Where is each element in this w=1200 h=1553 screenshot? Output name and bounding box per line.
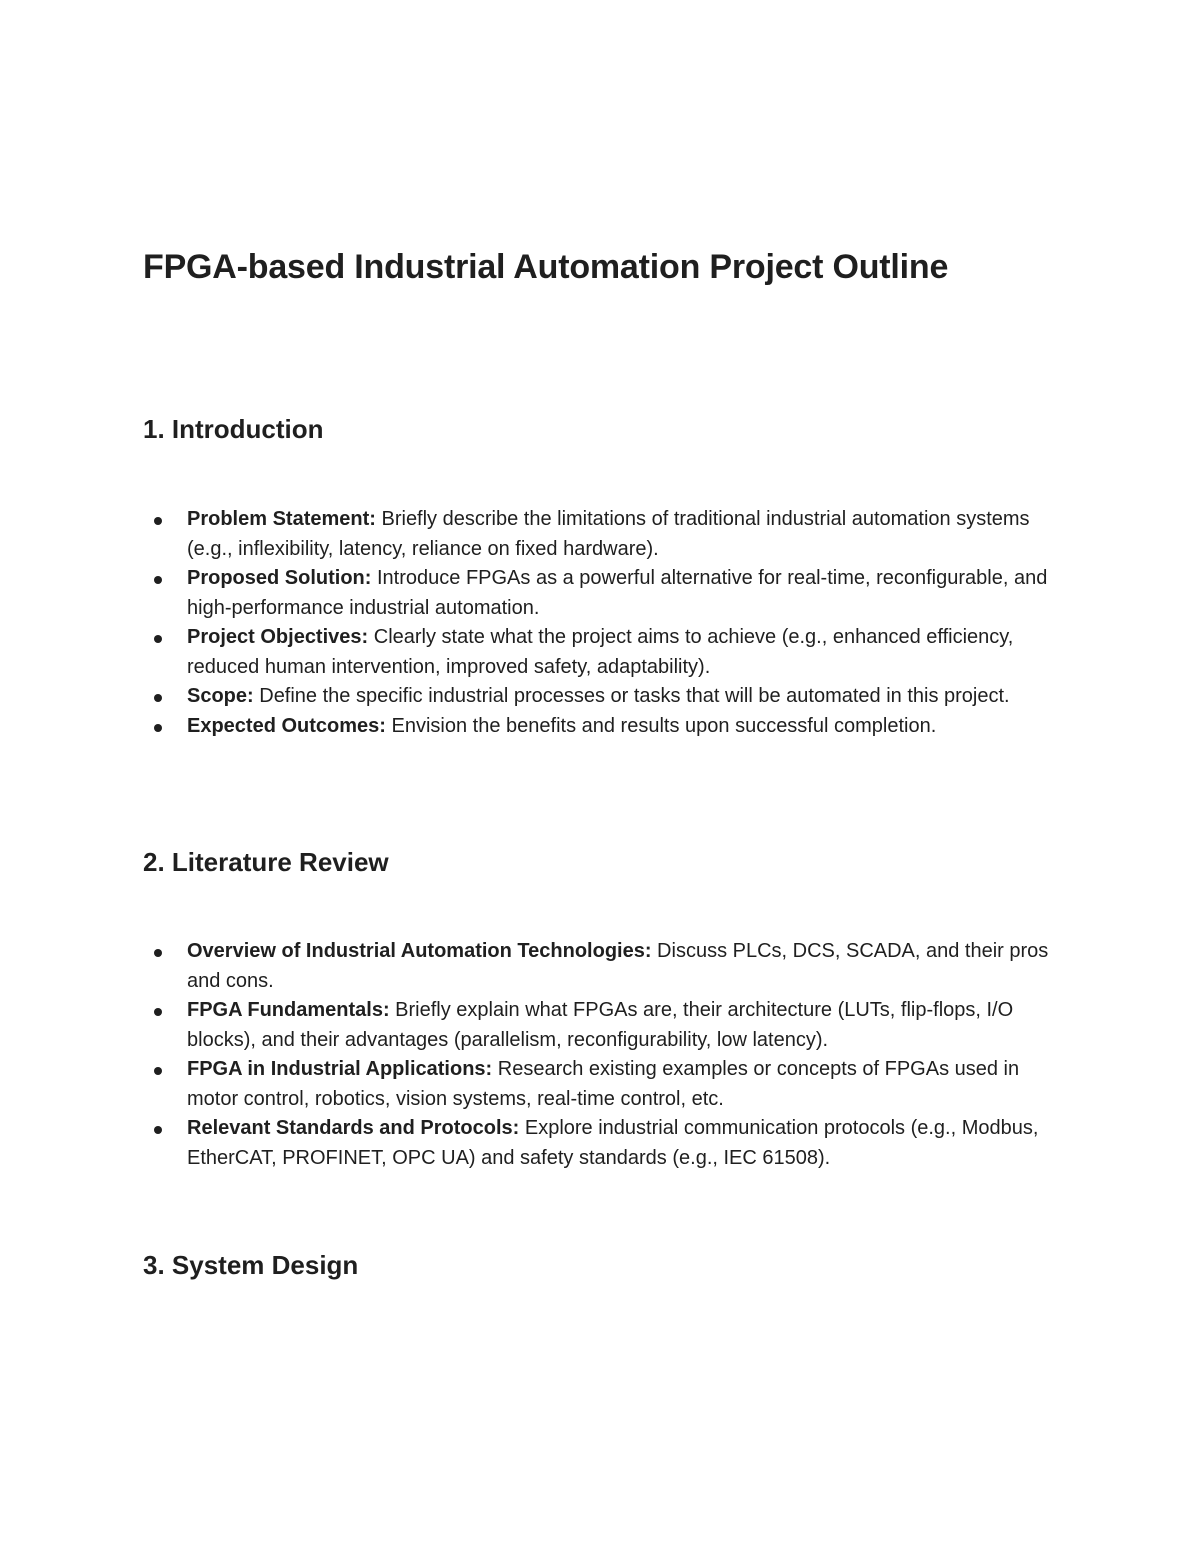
document-title: FPGA-based Industrial Automation Project Outline bbox=[143, 248, 949, 286]
bullet-icon bbox=[154, 576, 162, 584]
item-term: FPGA Fundamentals: bbox=[187, 999, 390, 1021]
item-text: Explore industrial communication protocols (e.g., Modbus, EtherCAT, PROFINET, OPC UA) and safety standards (e.g., IEC 61508). bbox=[187, 1117, 1039, 1169]
bullet-icon bbox=[154, 694, 162, 702]
item-text: Briefly explain what FPGAs are, their architecture (LUTs, flip-flops, I/O blocks), and their advantages (parallelism, reconfigurability, low latency). bbox=[187, 999, 1014, 1051]
bullet-icon bbox=[154, 517, 162, 525]
introduction-list bbox=[143, 505, 1073, 741]
list-item bbox=[143, 712, 1073, 742]
item-term: Proposed Solution: bbox=[187, 567, 372, 589]
item-text: Research existing examples or concepts of FPGAs used in motor control, robotics, vision systems, real-time control, etc. bbox=[187, 1058, 1020, 1110]
list-item bbox=[143, 1114, 1073, 1173]
section-heading-system-design: 3. System Design bbox=[143, 1250, 359, 1280]
item-text: Define the specific industrial processes or tasks that will be automated in this project. bbox=[253, 685, 1010, 707]
list-item bbox=[143, 1055, 1073, 1114]
literature-review-list bbox=[143, 937, 1073, 1173]
bullet-icon bbox=[154, 1008, 162, 1016]
bullet-icon bbox=[154, 1126, 162, 1134]
list-item bbox=[143, 564, 1073, 623]
item-text: Clearly state what the project aims to achieve (e.g., enhanced efficiency, reduced human intervention, improved safety, adaptability). bbox=[187, 626, 1014, 678]
bullet-icon bbox=[154, 724, 162, 732]
list-item bbox=[143, 937, 1073, 996]
list-item bbox=[143, 505, 1073, 564]
item-term: Overview of Industrial Automation Technologies: bbox=[187, 940, 652, 962]
list-item bbox=[143, 682, 1073, 712]
item-text: Envision the benefits and results upon successful completion. bbox=[385, 714, 937, 737]
bullet-icon bbox=[154, 635, 162, 643]
item-term: FPGA in Industrial Applications: bbox=[187, 1058, 493, 1080]
item-text: Introduce FPGAs as a powerful alternative for real-time, reconfigurable, and high-performance industrial automation. bbox=[187, 567, 1048, 619]
section-heading-literature-review: 2. Literature Review bbox=[143, 847, 389, 877]
item-text: Briefly describe the limitations of traditional industrial automation systems (e.g., inflexibility, latency, reliance on fixed hardware). bbox=[187, 508, 1030, 560]
bullet-icon bbox=[154, 1067, 162, 1075]
item-term: Expected Outcomes: bbox=[187, 714, 386, 737]
list-item bbox=[143, 996, 1073, 1055]
bullet-icon bbox=[154, 949, 162, 957]
item-term: Scope: bbox=[187, 685, 254, 707]
section-heading-introduction: 1. Introduction bbox=[143, 414, 324, 444]
item-text: Discuss PLCs, DCS, SCADA, and their pros and cons. bbox=[187, 940, 1049, 992]
item-term: Problem Statement: bbox=[187, 508, 376, 530]
list-item bbox=[143, 623, 1073, 682]
item-term: Project Objectives: bbox=[187, 626, 369, 648]
item-term: Relevant Standards and Protocols: bbox=[187, 1117, 520, 1139]
